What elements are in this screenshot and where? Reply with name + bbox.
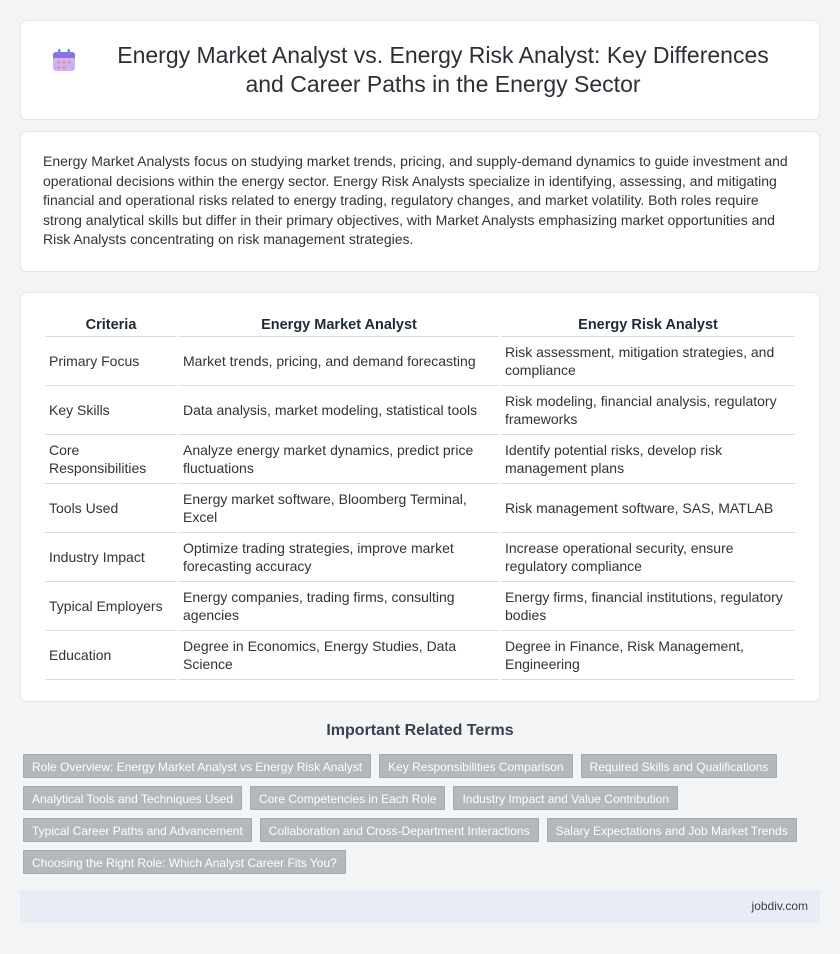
risk-analyst-cell: Risk assessment, mitigation strategies, and compliance bbox=[501, 337, 795, 386]
table-row bbox=[45, 435, 795, 484]
related-tag[interactable]: Choosing the Right Role: Which Analyst Career Fits You? bbox=[23, 850, 346, 874]
header bbox=[21, 41, 819, 99]
market-analyst-cell: Data analysis, market modeling, statistical tools bbox=[179, 386, 499, 435]
table-row bbox=[45, 484, 795, 533]
criteria-cell: Key Skills bbox=[45, 386, 177, 435]
table-row bbox=[45, 337, 795, 386]
header-market-analyst: Energy Market Analyst bbox=[179, 309, 499, 337]
risk-analyst-cell: Increase operational security, ensure regulatory compliance bbox=[501, 533, 795, 582]
header-criteria: Criteria bbox=[45, 309, 177, 337]
related-tags bbox=[20, 754, 820, 874]
site-link[interactable]: jobdiv.com bbox=[751, 899, 808, 913]
market-analyst-cell: Degree in Economics, Energy Studies, Data Science bbox=[179, 631, 499, 680]
criteria-cell: Tools Used bbox=[45, 484, 177, 533]
related-tag[interactable]: Typical Career Paths and Advancement bbox=[23, 818, 252, 842]
table-header-row bbox=[45, 309, 795, 337]
footer bbox=[20, 890, 820, 923]
criteria-cell: Education bbox=[45, 631, 177, 680]
criteria-cell: Primary Focus bbox=[45, 337, 177, 386]
related-tag[interactable]: Analytical Tools and Techniques Used bbox=[23, 786, 242, 810]
intro-paragraph: Energy Market Analysts focus on studying market trends, pricing, and supply-demand dynamics to guide investment and operational decisions within the energy sector. Energy Risk Analysts specialize in identifying, assessing, and mitigating financial and operational risks related to energy trading, regulatory changes, and market volatility. Both roles require strong analytical skills but differ in their primary objectives, with Market Analysts emphasizing market opportunities and Risk Analysts concentrating on risk management strategies. bbox=[43, 153, 788, 248]
comparison-card bbox=[20, 292, 820, 702]
market-analyst-cell: Analyze energy market dynamics, predict price fluctuations bbox=[179, 435, 499, 484]
table-row bbox=[45, 631, 795, 680]
intro-card bbox=[20, 131, 820, 272]
market-analyst-cell: Energy market software, Bloomberg Terminal, Excel bbox=[179, 484, 499, 533]
risk-analyst-cell: Risk modeling, financial analysis, regulatory frameworks bbox=[501, 386, 795, 435]
market-analyst-cell: Market trends, pricing, and demand forecasting bbox=[179, 337, 499, 386]
related-terms-section bbox=[20, 722, 820, 874]
related-tag[interactable]: Required Skills and Qualifications bbox=[581, 754, 778, 778]
related-terms-title: Important Related Terms bbox=[326, 722, 514, 739]
table-row bbox=[45, 386, 795, 435]
market-analyst-cell: Optimize trading strategies, improve market forecasting accuracy bbox=[179, 533, 499, 582]
related-tag[interactable]: Core Competencies in Each Role bbox=[250, 786, 445, 810]
risk-analyst-cell: Degree in Finance, Risk Management, Engineering bbox=[501, 631, 795, 680]
comparison-table bbox=[43, 309, 797, 680]
criteria-cell: Typical Employers bbox=[45, 582, 177, 631]
calendar-icon bbox=[51, 47, 77, 73]
criteria-cell: Industry Impact bbox=[45, 533, 177, 582]
related-tag[interactable]: Salary Expectations and Job Market Trends bbox=[547, 818, 797, 842]
related-tag[interactable]: Industry Impact and Value Contribution bbox=[453, 786, 678, 810]
criteria-cell: Core Responsibilities bbox=[45, 435, 177, 484]
table-row bbox=[45, 582, 795, 631]
risk-analyst-cell: Identify potential risks, develop risk management plans bbox=[501, 435, 795, 484]
header-card bbox=[20, 20, 820, 120]
table-row bbox=[45, 533, 795, 582]
related-tag[interactable]: Collaboration and Cross-Department Interactions bbox=[260, 818, 539, 842]
header-risk-analyst: Energy Risk Analyst bbox=[501, 309, 795, 337]
related-tag[interactable]: Key Responsibilities Comparison bbox=[379, 754, 572, 778]
risk-analyst-cell: Risk management software, SAS, MATLAB bbox=[501, 484, 795, 533]
page-title: Energy Market Analyst vs. Energy Risk Analyst: Key Differences and Career Paths in the Energy Sector bbox=[117, 42, 769, 97]
related-tag[interactable]: Role Overview: Energy Market Analyst vs Energy Risk Analyst bbox=[23, 754, 371, 778]
risk-analyst-cell: Energy firms, financial institutions, regulatory bodies bbox=[501, 582, 795, 631]
market-analyst-cell: Energy companies, trading firms, consulting agencies bbox=[179, 582, 499, 631]
